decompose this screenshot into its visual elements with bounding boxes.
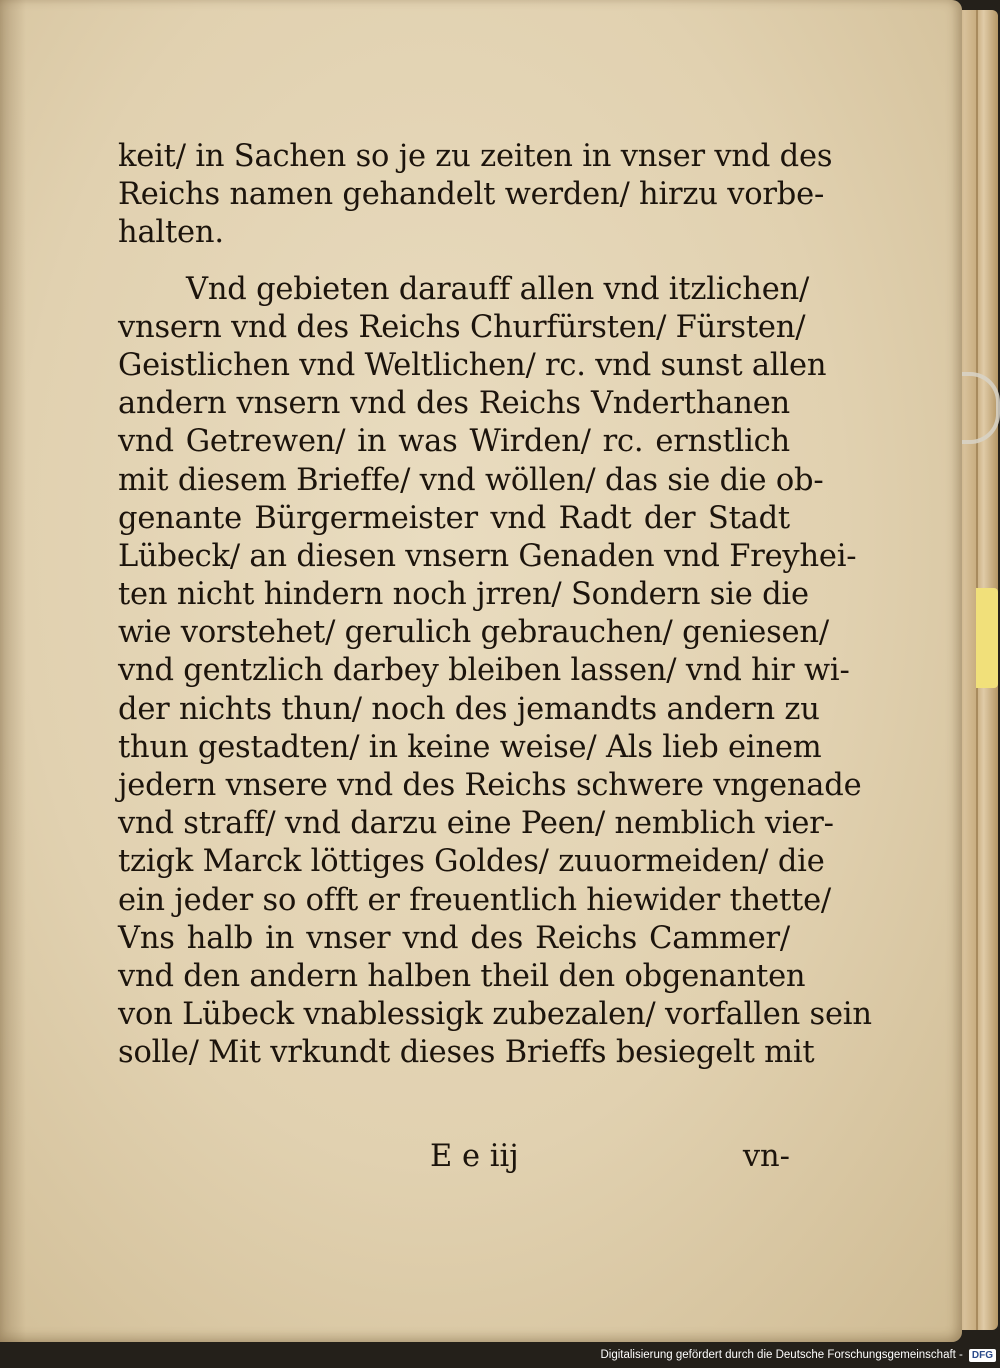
text-line: thun gestadten/ in keine weise/ Als lieb einem: [118, 729, 822, 765]
text-line: Reichs namen gehandelt werden/ hirzu vorbe-: [118, 177, 825, 213]
text-line: von Lübeck vnablessigk zubezalen/ vorfallen sein: [118, 997, 872, 1033]
text-line: Vns halb in vnser vnd des Reichs Cammer/: [118, 920, 790, 956]
text-line: ein jeder so offt er freuentlich hiewider thette/: [118, 882, 832, 918]
text-line: wie vorstehet/ gerulich gebrauchen/ geniesen/: [118, 615, 829, 651]
text-line: vnd straff/ vnd darzu eine Peen/ nemblich vier-: [118, 806, 834, 842]
text-line: solle/ Mit vrkundt dieses Brieffs besiegelt mit: [118, 1035, 815, 1071]
text-line: mit diesem Brieffe/ vnd wöllen/ das sie die ob-: [118, 462, 824, 498]
text-line: genante Bürgermeister vnd Radt der Stadt: [118, 500, 790, 536]
digitization-credit: [600, 1344, 996, 1366]
catchword: vn-: [742, 1139, 790, 1174]
text-line: Lübeck/ an diesen vnsern Genaden vnd Freyhei-: [118, 538, 857, 574]
text-line: Geistlichen vnd Weltlichen/ rc. vnd sunst allen: [118, 347, 827, 383]
text-line: der nichts thun/ noch des jemandts andern zu: [118, 691, 820, 727]
signature-mark: E e iij: [430, 1139, 519, 1174]
text-line: vnd Getrewen/ in was Wirden/ rc. ernstlich: [118, 424, 790, 460]
text-line: ten nicht hindern noch jrren/ Sondern sie die: [118, 577, 809, 613]
credit-text: Digitalisierung gefördert durch die Deutsche Forschungsgemeinschaft -: [600, 1349, 963, 1361]
text-line: vnd gentzlich darbey bleiben lassen/ vnd hir wi-: [118, 653, 850, 689]
text-line: vnd den andern halben theil den obgenanten: [118, 958, 806, 994]
text-line: halten.: [118, 215, 224, 251]
dfg-logo-icon: DFG: [969, 1349, 996, 1362]
text-line: andern vnsern vnd des Reichs Vnderthanen: [118, 386, 790, 422]
text-line: jedern vnsere vnd des Reichs schwere vngenade: [118, 768, 862, 803]
text-line: tzigk Marck löttiges Goldes/ zuuormeiden/ die: [118, 844, 825, 880]
body-text: [118, 138, 872, 1073]
text-line: keit/ in Sachen so je zu zeiten in vnser vnd des: [118, 139, 833, 174]
text-line: Vnd gebieten darauff allen vnd itzlichen/: [186, 271, 810, 307]
yellow-bookmark-tab: [976, 588, 998, 688]
page-footer: [118, 1138, 790, 1178]
text-line: vnsern vnd des Reichs Churfürsten/ Fürsten/: [118, 309, 806, 345]
